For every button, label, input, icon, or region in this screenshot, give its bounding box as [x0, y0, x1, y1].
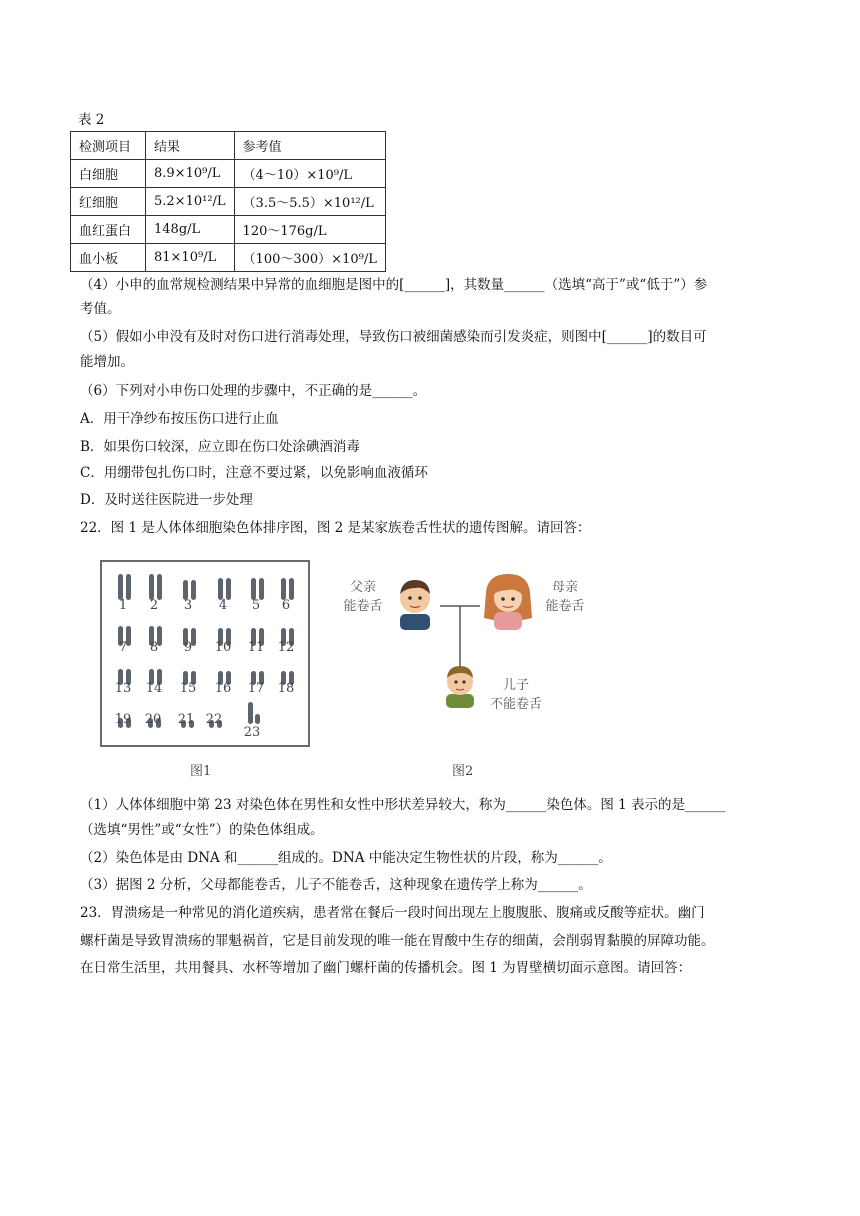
mother-trait: 能卷舌 — [545, 599, 585, 614]
chromosome-number-label: 19 — [114, 712, 132, 727]
table-cell: （3.5～5.5）×10¹²/L — [234, 188, 385, 216]
q22-sub1-line2: （选填“男性”或“女性”）的染色体组成。 — [80, 822, 324, 838]
q23-line1: 23．胃溃疡是一种常见的消化道疾病，患者常在餐后一段时间出现左上腹腹胀、腹痛或反酸等症状。幽门 — [80, 905, 705, 921]
figure1-caption: 图1 — [190, 764, 212, 779]
chromosome-mark — [289, 578, 294, 600]
header-cell: 参考值 — [234, 132, 385, 160]
chromosome-mark — [183, 580, 188, 600]
chromosome-mark — [126, 574, 131, 600]
option-d: D．及时送往医院进一步处理 — [80, 492, 253, 508]
chromosome-number-label: 20 — [144, 712, 162, 727]
chromosome-number-label: 6 — [281, 598, 291, 613]
chromosome-number-label: 18 — [277, 681, 295, 696]
table-cell: 血小板 — [71, 244, 146, 272]
chromosome-mark — [191, 580, 196, 600]
chromosome-number-label: 10 — [214, 640, 232, 655]
father-label — [338, 578, 388, 616]
chromosome-mark — [248, 702, 253, 724]
q21-part4-line2: 考值。 — [80, 301, 121, 317]
option-b: B．如果伤口较深，应立即在伤口处涂碘酒消毒 — [80, 439, 360, 455]
chromosome-number-label: 21 — [177, 712, 195, 727]
chromosome-number-label: 8 — [149, 640, 159, 655]
table-cell: （4～10）×10⁹/L — [234, 160, 385, 188]
header-cell: 检测项目 — [71, 132, 146, 160]
chromosome-mark — [226, 578, 231, 600]
chromosome-number-label: 7 — [118, 640, 128, 655]
header-cell: 结果 — [146, 132, 235, 160]
chromosome-number-label: 23 — [243, 725, 261, 740]
q23-line3: 在日常生活里，共用餐具、水杯等增加了幽门螺杆菌的传播机会。图 1 为胃壁横切面示意图。请回答： — [80, 960, 692, 976]
son-label — [484, 676, 548, 714]
chromosome-number-label: 14 — [145, 681, 163, 696]
table-cell: 148g/L — [146, 216, 235, 244]
table-row — [71, 244, 386, 272]
chromosome-number-label: 16 — [214, 681, 232, 696]
chromosome-mark — [259, 578, 264, 600]
chromosome-mark — [149, 574, 154, 600]
son-figure — [446, 666, 474, 708]
q21-part4-line1: （4）小申的血常规检测结果中异常的血细胞是图中的[______]，其数量______（选填“高于”或“低于”）参 — [80, 277, 708, 293]
table-row — [71, 188, 386, 216]
chromosome-number-label: 2 — [149, 598, 159, 613]
table-cell: 120～176g/L — [234, 216, 385, 244]
mother-figure — [484, 574, 532, 630]
son-trait: 不能卷舌 — [489, 697, 542, 712]
table-header-row — [71, 132, 386, 160]
mother-role: 母亲 — [551, 580, 578, 595]
q23-line2: 螺杆菌是导致胃溃疡的罪魁祸首，它是目前发现的唯一能在胃酸中生存的细菌，会削弱胃黏膜的屏障功能。 — [80, 933, 715, 949]
q21-part5-line2: 能增加。 — [80, 354, 134, 370]
father-trait: 能卷舌 — [343, 599, 383, 614]
chromosome-mark — [118, 574, 123, 600]
table-cell: 白细胞 — [71, 160, 146, 188]
chromosome-number-label: 17 — [247, 681, 265, 696]
table-cell: （100～300）×10⁹/L — [234, 244, 385, 272]
chromosome-number-label: 4 — [218, 598, 228, 613]
table-caption: 表 2 — [78, 112, 105, 128]
q21-part6: （6）下列对小申伤口处理的步骤中，不正确的是______。 — [80, 383, 427, 399]
q21-part5-line1: （5）假如小申没有及时对伤口进行消毒处理，导致伤口被细菌感染而引发炎症，则图中[______]的数目可 — [80, 329, 707, 345]
figure2-caption: 图2 — [452, 764, 474, 779]
chromosome-number-label: 3 — [183, 598, 193, 613]
option-c: C．用绷带包扎伤口时，注意不要过紧，以免影响血液循环 — [80, 465, 428, 481]
mother-label — [540, 578, 590, 616]
q22-sub3: （3）据图 2 分析，父母都能卷舌，儿子不能卷舌，这种现象在遗传学上称为______。 — [80, 877, 592, 893]
table-cell: 红细胞 — [71, 188, 146, 216]
table-cell: 5.2×10¹²/L — [146, 188, 235, 216]
table-cell: 8.9×10⁹/L — [146, 160, 235, 188]
table-row — [71, 216, 386, 244]
chromosome-number-label: 12 — [277, 640, 295, 655]
table-row — [71, 160, 386, 188]
chromosome-mark — [157, 574, 162, 600]
chromosome-number-label: 15 — [179, 681, 197, 696]
chromosome-number-label: 13 — [114, 681, 132, 696]
father-role: 父亲 — [349, 580, 376, 595]
blood-test-table — [70, 131, 386, 272]
chromosome-mark — [251, 578, 256, 600]
chromosome-mark — [281, 578, 286, 600]
chromosome-number-label: 9 — [183, 640, 193, 655]
father-figure — [400, 580, 430, 630]
chromosome-number-label: 1 — [118, 598, 128, 613]
son-role: 儿子 — [502, 678, 529, 693]
table-cell: 血红蛋白 — [71, 216, 146, 244]
q22-sub1-line1: （1）人体体细胞中第 23 对染色体在男性和女性中形状差异较大，称为______染色体。图 1 表示的是______ — [80, 797, 726, 813]
chromosome-number-label: 11 — [247, 640, 265, 655]
q22-stem: 22．图 1 是人体体细胞染色体排序图，图 2 是某家族卷舌性状的遗传图解。请回答： — [80, 520, 591, 536]
option-a: A．用干净纱布按压伤口进行止血 — [80, 411, 279, 427]
chromosome-mark — [218, 578, 223, 600]
chromosome-mark — [255, 714, 260, 724]
table-cell: 81×10⁹/L — [146, 244, 235, 272]
chromosome-number-label: 5 — [251, 598, 261, 613]
chromosome-number-label: 22 — [205, 712, 223, 727]
q22-sub2: （2）染色体是由 DNA 和______组成的。DNA 中能决定生物性状的片段，称为______。 — [80, 850, 612, 866]
